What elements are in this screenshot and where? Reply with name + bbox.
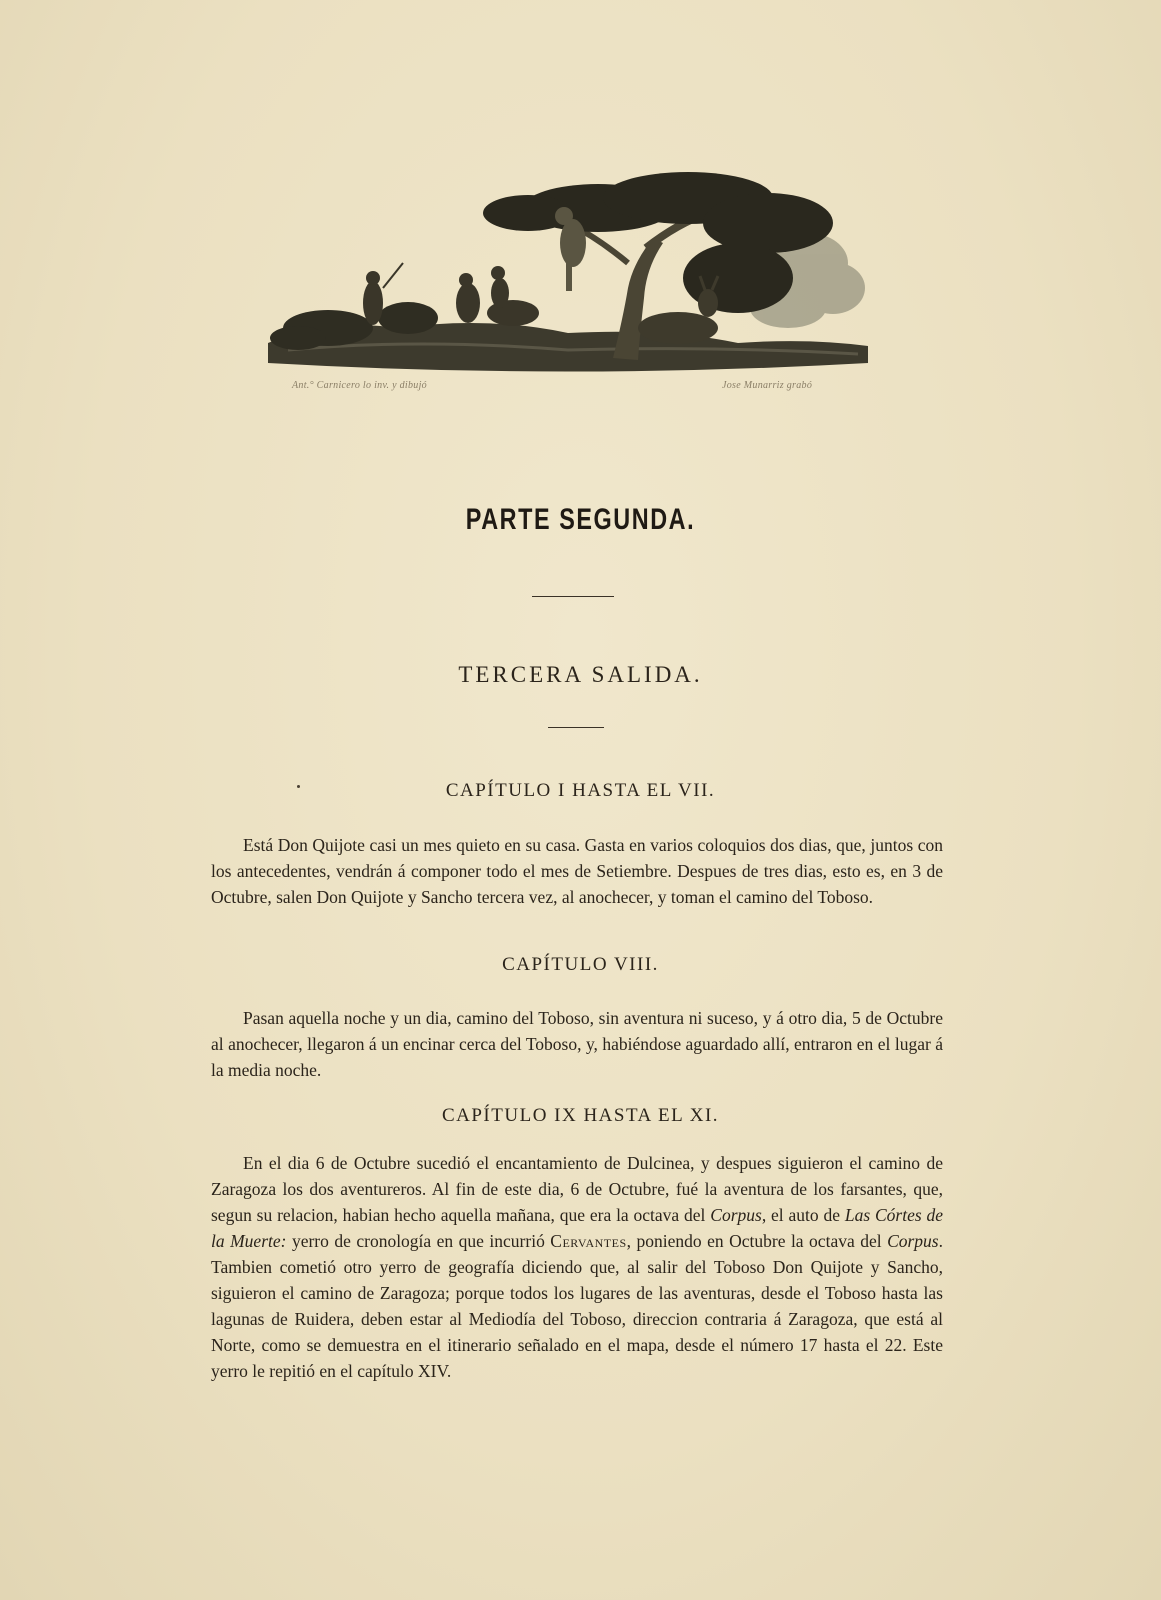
chapter-paragraph-1: Está Don Quijote casi un mes quieto en su casa. Gasta en varios coloquios dos dias, que, juntos con los antecedentes, vendrán á componer todo el mes de Setiembre. Despues de tres dias, esto es, en 3 de Octubre, salen Don Quijote y Sancho tercera vez, al anochecer, y toman el camino del Toboso. [211,835,943,907]
chapter-heading-2: CAPÍTULO VIII. [502,954,659,975]
divider-rule [532,596,614,597]
section-subtitle: TERCERA SALIDA. [458,662,703,687]
chapter-heading-1: CAPÍTULO I HASTA EL VII. [445,780,716,801]
chapter-paragraph-3: En el dia 6 de Octubre sucedió el encantamiento de Dulcinea, y despues siguieron el camino de Zaragoza los dos aventureros. Al fin de este dia, 6 de Octubre, fué la aventura de los farsantes, que, segun su relacion, habian hecho aquella mañana, que era la octava del Corpus, el auto de Las Córtes de la Muerte: yerro de cronología en que incurrió Cervantes, poniendo en Octubre la octava del Corpus. Tambien cometió otro yerro de geografía diciendo que, al salir del Toboso Don Quijote y Sancho, siguieron el camino de Zaragoza; porque todos los lugares de las aventuras, desde el Toboso hasta las lagunas de Ruidera, deben estar al Mediodía del Toboso, direccion contraria á Zaragoza, que está al Norte, como se demuestra en el itinerario señalado en el mapa, desde el número 17 hasta el 22. Este yerro le repitió en el capítulo XIV. [211,1153,944,1381]
divider-rule [548,727,604,728]
author-name: Cervantes [550,1231,627,1251]
part-title: PARTE SEGUNDA. [465,503,696,536]
italic-corpus: Corpus [887,1231,939,1251]
chapter-paragraph-2: Pasan aquella noche y un dia, camino del Toboso, sin aventura ni suceso, y á otro dia, 5 de Octubre al anochecer, llegaron á un encinar cerca del Toboso, y, habiéndose aguardado allí, entraron en el lugar á la media noche. [211,1008,943,1080]
engraving-credit-right: Jose Munarriz grabó [722,380,813,391]
engraving-vignette [268,168,880,398]
engraving-credit-left: Ant.° Carnicero lo inv. y dibujó [292,380,427,391]
italic-corpus: Corpus [710,1205,762,1225]
chapter-heading-3: CAPÍTULO IX HASTA EL XI. [441,1105,720,1126]
italic-play-title: Las Córtes de la Muerte: [211,1205,944,1251]
